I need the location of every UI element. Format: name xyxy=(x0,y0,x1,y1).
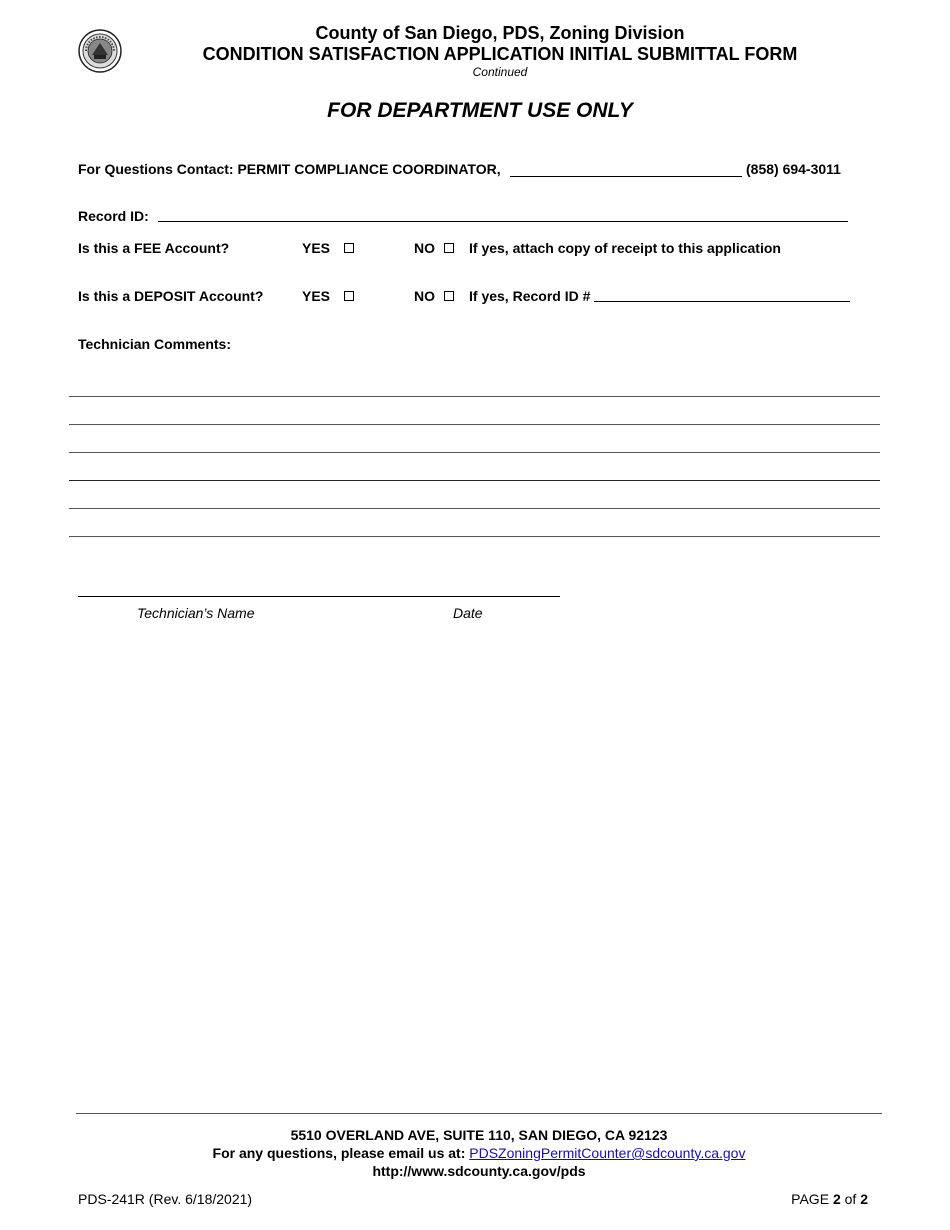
fee-yes-checkbox[interactable] xyxy=(344,243,354,253)
comment-line[interactable] xyxy=(69,452,880,453)
technician-name-label: Technician’s Name xyxy=(137,605,255,621)
fee-account-note: If yes, attach copy of receipt to this application xyxy=(469,240,781,256)
agency-title: County of San Diego, PDS, Zoning Division xyxy=(315,23,685,43)
signature-line[interactable] xyxy=(78,596,560,597)
comment-line[interactable] xyxy=(69,396,880,397)
deposit-no-checkbox[interactable] xyxy=(444,291,454,301)
deposit-account-note: If yes, Record ID # xyxy=(469,288,591,304)
contact-label: For Questions Contact: PERMIT COMPLIANCE COORDINATOR, xyxy=(78,161,501,177)
footer-divider xyxy=(76,1113,882,1114)
page-number xyxy=(791,1191,868,1207)
page-total: 2 xyxy=(860,1191,868,1207)
contact-phone: (858) 694-3011 xyxy=(746,161,841,177)
deposit-no-label: NO xyxy=(414,288,435,304)
continued-label: Continued xyxy=(472,65,528,79)
date-label: Date xyxy=(453,605,483,621)
fee-yes-label: YES xyxy=(302,240,331,256)
fee-no-label: NO xyxy=(414,240,435,256)
comment-line[interactable] xyxy=(69,480,880,481)
footer-email-link[interactable]: PDSZoningPermitCounter@sdcounty.ca.gov xyxy=(469,1145,746,1161)
footer-website[interactable]: http://www.sdcounty.ca.gov/pds xyxy=(372,1163,586,1179)
form-number: PDS-241R (Rev. 6/18/2021) xyxy=(78,1191,253,1207)
deposit-yes-checkbox[interactable] xyxy=(344,291,354,301)
record-id-field[interactable] xyxy=(158,221,848,222)
deposit-yes-label: YES xyxy=(302,288,331,304)
comment-line[interactable] xyxy=(69,508,880,509)
form-title: CONDITION SATISFACTION APPLICATION INITIAL SUBMITTAL FORM xyxy=(202,44,798,64)
page-of: of xyxy=(844,1191,857,1207)
deposit-record-id-field[interactable] xyxy=(594,301,850,302)
footer-address: 5510 OVERLAND AVE, SUITE 110, SAN DIEGO, CA 92123 xyxy=(290,1127,668,1143)
comment-line[interactable] xyxy=(69,424,880,425)
page-word: PAGE xyxy=(791,1191,830,1207)
comment-line[interactable] xyxy=(69,536,880,537)
section-title: FOR DEPARTMENT USE ONLY xyxy=(327,99,633,122)
fee-no-checkbox[interactable] xyxy=(444,243,454,253)
deposit-account-question: Is this a DEPOSIT Account? xyxy=(78,288,264,304)
fee-account-question: Is this a FEE Account? xyxy=(78,240,230,256)
footer-email-line xyxy=(0,1145,950,1161)
page-current: 2 xyxy=(832,1191,841,1207)
footer-email-prefix: For any questions, please email us at: xyxy=(212,1145,466,1161)
record-id-label: Record ID: xyxy=(78,208,149,224)
coordinator-name-field[interactable] xyxy=(510,176,742,177)
technician-comments-label: Technician Comments: xyxy=(78,336,231,352)
